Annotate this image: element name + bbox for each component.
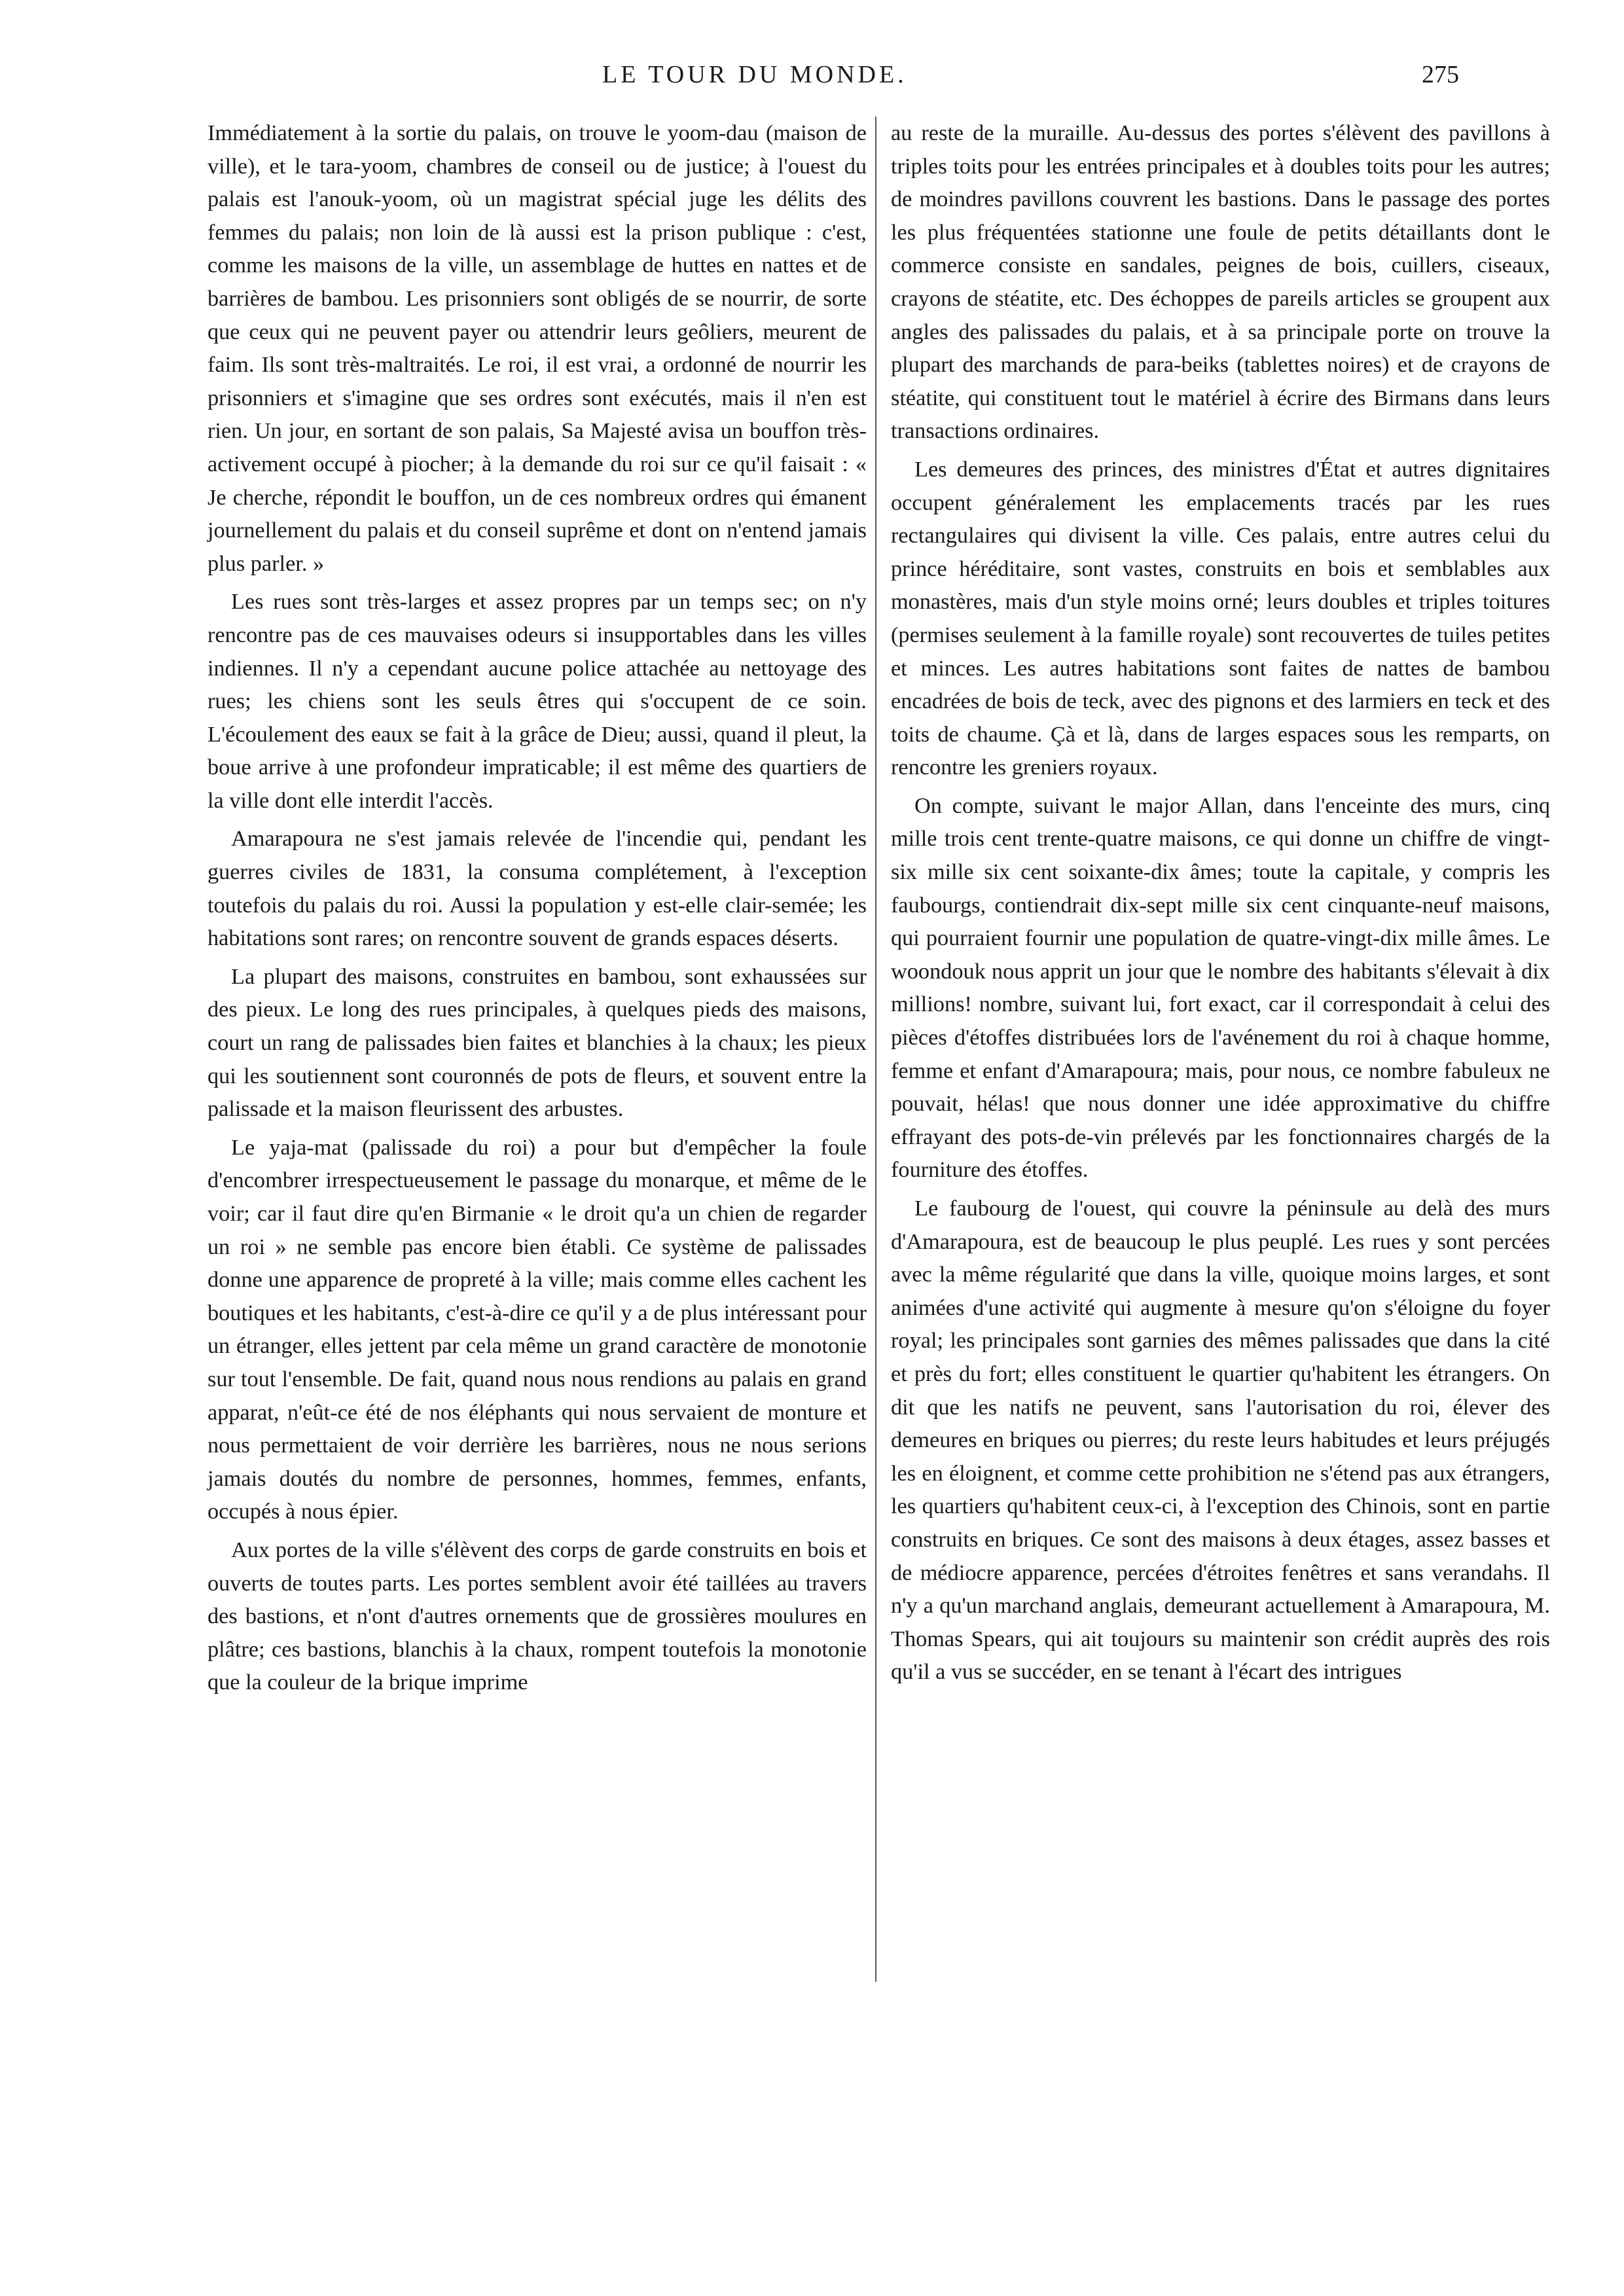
paragraph-palace-buildings: Immédiatement à la sortie du palais, on trouve le yoom-dau (maison de ville), et le tara-yoom, chambres de conseil ou de justice; à l'ouest du palais est l'anouk-yoom, où un magistrat spécial juge les délits des femmes du palais; non loin de là aussi est la prison publique : c'est, comme les maisons de la ville, un assemblage de huttes en nattes et de barrières de bambou. Les prisonniers sont obligés de se nourrir, de sorte que ceux qui ne peuvent payer ou attendrir leurs geôliers, meurent de faim. Ils sont très-maltraités. Le roi, il est vrai, a ordonné de nourrir les prisonniers et s'imagine que ses ordres sont exécutés, mais il n'en est rien. Un jour, en sortant de son palais, Sa Majesté avisa un bouffon très-activement occupé à piocher; à la demande du roi sur ce qu'il faisait : « Je cherche, répondit le bouffon, un de ces nombreux ordres qui émanent journellement du palais et du conseil suprême et dont on n'entend jamais plus parler. »	[208, 120, 867, 576]
column-divider	[875, 117, 876, 1982]
paragraph-gate-pavilions: au reste de la muraille. Au-dessus des portes s'élèvent des pavillons à triples toits pour les entrées principales et à doubles toits pour les autres; de moindres pavillons couvrent les bastions. Dans le passage des portes les plus fréquentées stationne une foule de petits détaillants dont le commerce consiste en sandales, peignes de bois, cuillers, ciseaux, crayons de stéatite, etc. Des échoppes de pareils articles se groupent aux angles des palissades du palais, et à sa principale porte on trouve la plupart des marchands de para-beiks (tablettes noires) et de crayons de stéatite, qui constituent tout le matériel à écrire des Birmans dans leurs transactions ordinaires.	[891, 120, 1550, 444]
running-title: LE TOUR DU MONDE.	[602, 61, 907, 88]
paragraph-fire-1831: Amarapoura ne s'est jamais relevée de l'incendie qui, pendant les guerres civiles de 1831, la consuma complétement, à l'exception toutefois du palais du roi. Aussi la population y est-elle clair-semée; les habitations sont rares; on rencontre souvent de grands espaces déserts.	[208, 826, 867, 951]
paragraph-city-gates: Aux portes de la ville s'élèvent des corps de garde construits en bois et ouverts de toutes parts. Les portes semblent avoir été taillées au travers des bastions, et n'ont d'autres ornements que de grossières moulures en plâtre; ces bastions, blanchis à la chaux, rompent toutefois la monotonie que la couleur de la brique imprime	[208, 1537, 867, 1695]
paragraph-princes-residences: Les demeures des princes, des ministres d'État et autres dignitaires occupent généralement les emplacements tracés par les rues rectangulaires qui divisent la ville. Ces palais, entre autres celui du prince héréditaire, sont vastes, construits en bois et semblables aux monastères, mais d'un style moins orné; leurs doubles et triples toitures (permises seulement à la famille royale) sont recouvertes de tuiles petites et minces. Les autres habitations sont faites de nattes de bambou encadrées de bois de teck, avec des pignons et des larmiers en teck et des toits de chaume. Çà et là, dans de larges espaces sous les remparts, on rencontre les greniers royaux.	[891, 456, 1550, 780]
paragraph-population: On compte, suivant le major Allan, dans l'enceinte des murs, cinq mille trois cent trente-quatre maisons, ce qui donne un chiffre de vingt-six mille six cent soixante-dix âmes; toute la capitale, y compris les faubourgs, contiendrait dix-sept mille six cent cinquante-neuf maisons, qui pourraient fournir une population de quatre-vingt-dix mille âmes. Le woondouk nous apprit un jour que le nombre des habitants s'élevait à dix millions! nombre, suivant lui, fort exact, car il correspondait à celui des pièces d'étoffes distribuées lors de l'avénement du roi à chaque homme, femme et enfant d'Amarapoura; mais, pour nous, ce nombre fabuleux ne pouvait, hélas! que nous donner une idée approximative du chiffre effrayant des pots-de-vin prélevés par les fonctionnaires chargés de la fourniture des étoffes.	[891, 793, 1550, 1183]
paragraph-streets: Les rues sont très-larges et assez propres par un temps sec; on n'y rencontre pas de ces mauvaises odeurs si insupportables dans les villes indiennes. Il n'y a cependant aucune police attachée au nettoyage des rues; les chiens sont les seuls êtres qui s'occupent de ce soin. L'écoulement des eaux se fait à la grâce de Dieu; aussi, quand il pleut, la boue arrive à une profondeur impraticable; il est même des quartiers de la ville dont elle interdit l'accès.	[208, 589, 867, 813]
paragraph-yaja-mat: Le yaja-mat (palissade du roi) a pour but d'empêcher la foule d'encombrer irrespectueusement le passage du monarque, et même de le voir; car il faut dire qu'en Birmanie « le droit qu'a un chien de regarder un roi » ne semble pas encore bien établi. Ce système de palissades donne une apparence de propreté à la ville; mais comme elles cachent les boutiques et les habitants, c'est-à-dire ce qu'il y a de plus intéressant pour un étranger, elles jettent par cela même un grand caractère de monotonie sur tout l'ensemble. De fait, quand nous nous rendions au palais en grand apparat, n'eût-ce été de nos éléphants qui nous servaient de monture et nous permettaient de voir derrière les barrières, nous ne nous serions jamais doutés du nombre de personnes, hommes, femmes, enfants, occupés à nous épier.	[208, 1134, 867, 1524]
paragraph-west-suburb: Le faubourg de l'ouest, qui couvre la péninsule au delà des murs d'Amarapoura, est de beaucoup le plus peuplé. Les rues y sont percées avec la même régularité que dans la ville, quoique moins larges, et sont animées d'une activité qui augmente à mesure qu'on s'éloigne du foyer royal; les principales sont garnies des mêmes palissades que dans la cité et près du fort; elles constituent le quartier qu'habitent les étrangers. On dit que les natifs ne peuvent, sans l'autorisation du roi, élever des demeures en briques ou pierres; du reste leurs habitudes et leurs préjugés les en éloignent, et comme cette prohibition ne s'étend pas aux étrangers, les quartiers qu'habitent ceux-ci, à l'exception des Chinois, sont en partie construits en briques. Ce sont des maisons à deux étages, assez basses et de médiocre apparence, percées d'étroites fenêtres et sans verandahs. Il n'y a qu'un marchand anglais, demeurant actuellement à Amarapoura, M. Thomas Spears, qui ait toujours su maintenir son crédit auprès des rois qu'il a vus se succéder, en se tenant à l'écart des intrigues	[891, 1196, 1550, 1685]
page-number: 275	[1422, 61, 1459, 88]
paragraph-bamboo-houses: La plupart des maisons, construites en bambou, sont exhaussées sur des pieux. Le long des rues principales, à quelques pieds des maisons, court un rang de palissades bien faites et blanchies à la chaux; les pieux qui les soutiennent sont couronnés de pots de fleurs, et souvent entre la palissade et la maison fleurissent des arbustes.	[208, 963, 867, 1122]
left-column	[208, 117, 867, 2145]
page-header	[0, 60, 1624, 99]
right-column	[891, 117, 1550, 2145]
